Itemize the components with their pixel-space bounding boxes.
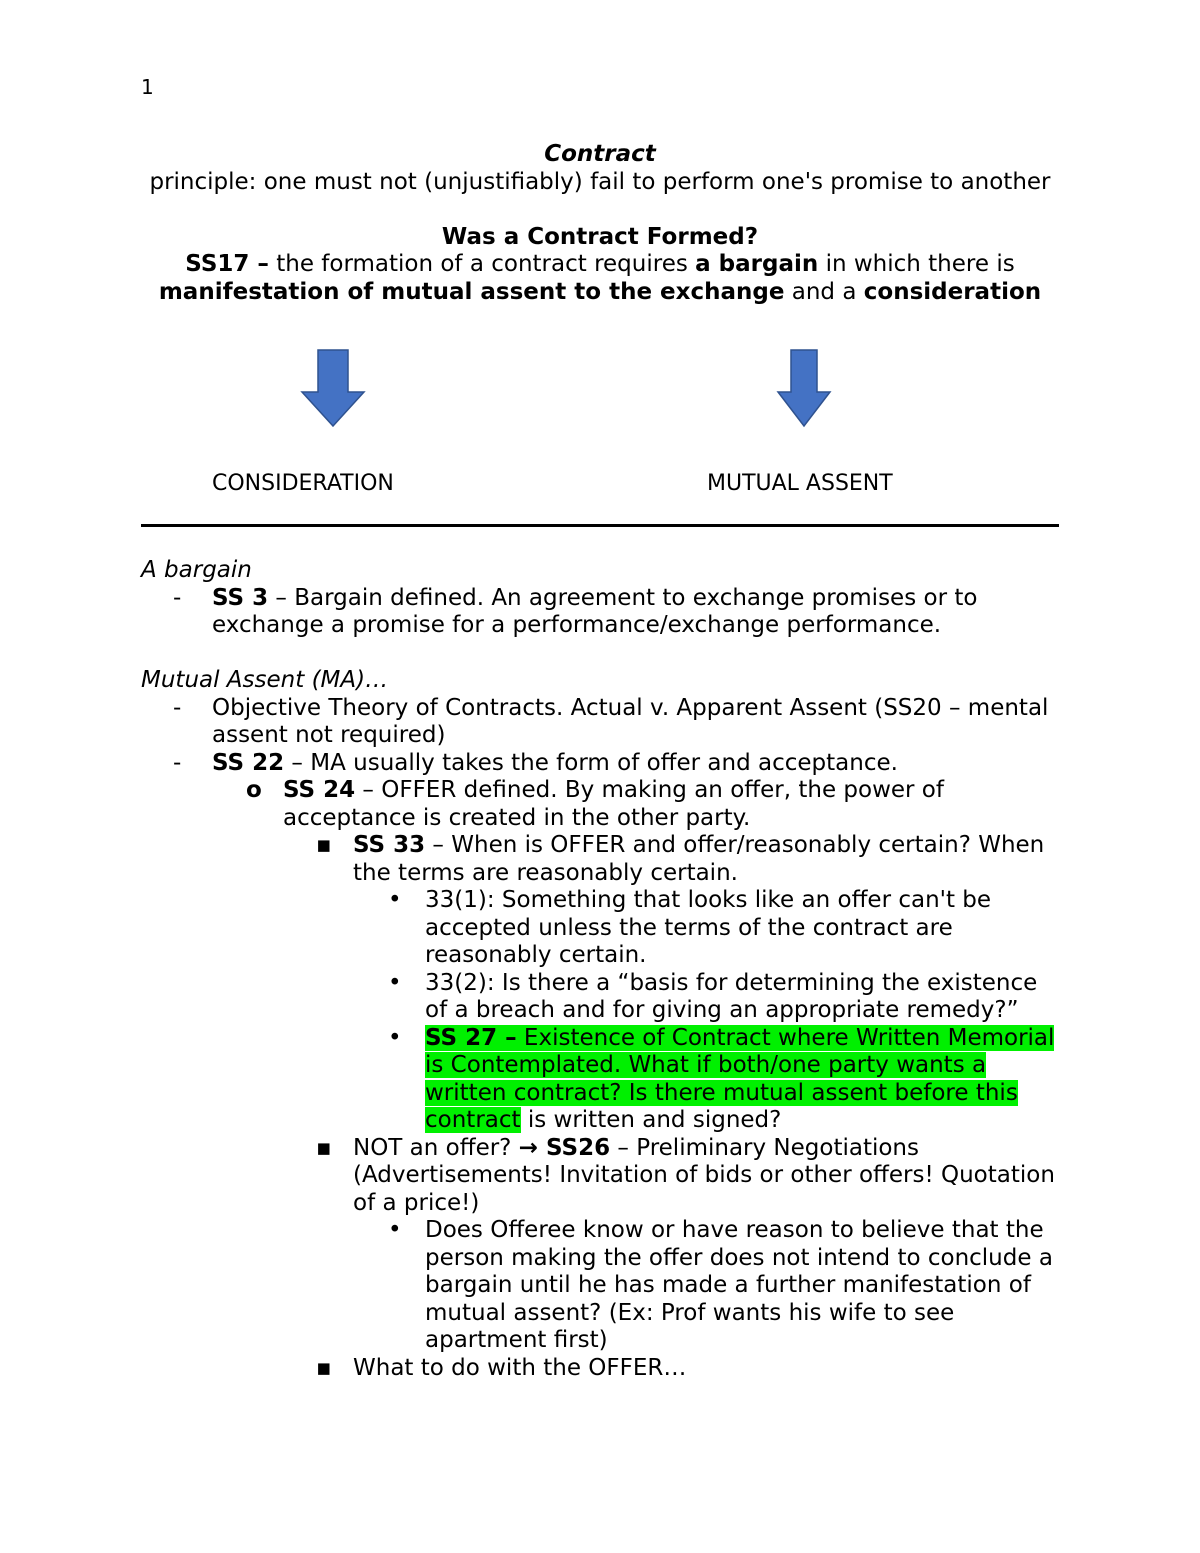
list-item: - SS 22 – MA usually takes the form of offer and acceptance. xyxy=(141,750,1061,778)
list-item: • Does Offeree know or have reason to believe that the person making the offer does not intend to conclude a bargain until he has made a further manifestation of mutual assent? (Ex: Prof wants his wife to see apartment first) xyxy=(141,1217,1061,1355)
dot-bullet: • xyxy=(388,969,402,996)
dash-bullet: - xyxy=(173,694,182,721)
title-block xyxy=(140,141,1060,306)
down-arrow-icon-left xyxy=(300,348,366,428)
ss17-rule: SS17 – the formation of a contract requires a bargain in which there is manifestation of mutual assent to the exchange and a consideration xyxy=(158,251,1042,305)
list-item: ▪ What to do with the OFFER… xyxy=(141,1355,1061,1383)
notes-body xyxy=(141,557,1061,1382)
mutual-assent-label: MUTUAL ASSENT xyxy=(707,471,893,496)
horizontal-divider xyxy=(141,524,1059,527)
bargain-heading: A bargain xyxy=(141,557,252,583)
list-item: • SS 27 – Existence of Contract where Written Memorial is Contemplated. What if both/one party wants a written contract? Is there mutual assent before this contract is written and signed? xyxy=(141,1025,1061,1135)
list-item: o SS 24 – OFFER defined. By making an offer, the power of acceptance is created in the other party. xyxy=(141,777,1061,832)
principle-text: principle: one must not (unjustifiably) fail to perform one's promise to another xyxy=(149,168,1051,195)
highlighted-text: SS 27 – Existence of Contract where Written Memorial is Contemplated. What if both/one party wants a written contract? Is there mutual assent before this contract xyxy=(425,1024,1055,1133)
consideration-label: CONSIDERATION xyxy=(212,471,394,496)
square-bullet: ▪ xyxy=(316,832,332,858)
list-item: • 33(1): Something that looks like an offer can't be accepted unless the terms of the contract are reasonably certain. xyxy=(141,887,1061,970)
list-item: • 33(2): Is there a “basis for determining the existence of a breach and for giving an appropriate remedy?” xyxy=(141,970,1061,1025)
arrow-right-icon: → xyxy=(518,1134,538,1161)
dash-bullet: - xyxy=(173,584,182,611)
circle-bullet: o xyxy=(246,777,262,803)
list-item: ▪ SS 33 – When is OFFER and offer/reasonably certain? When the terms are reasonably certain. xyxy=(141,832,1061,887)
dot-bullet: • xyxy=(388,1024,402,1051)
document-title: Contract xyxy=(544,141,656,167)
section-question: Was a Contract Formed? xyxy=(441,223,759,250)
square-bullet: ▪ xyxy=(316,1354,332,1381)
list-item: ▪ NOT an offer? → SS26 – Preliminary Negotiations (Advertisements! Invitation of bids or other offers! Quotation of a price!) xyxy=(141,1135,1061,1218)
page-number: 1 xyxy=(141,75,154,99)
mutual-assent-heading: Mutual Assent (MA)… xyxy=(141,667,389,693)
list-item: - Objective Theory of Contracts. Actual v. Apparent Assent (SS20 – mental assent not required) xyxy=(141,695,1061,750)
square-bullet: ▪ xyxy=(316,1134,332,1161)
dot-bullet: • xyxy=(388,887,402,913)
dot-bullet: • xyxy=(388,1217,402,1243)
list-item: - SS 3 – Bargain defined. An agreement to exchange promises or to exchange a promise for a performance/exchange performance. xyxy=(141,585,1061,640)
dash-bullet: - xyxy=(173,749,182,776)
down-arrow-icon-right xyxy=(776,348,832,428)
